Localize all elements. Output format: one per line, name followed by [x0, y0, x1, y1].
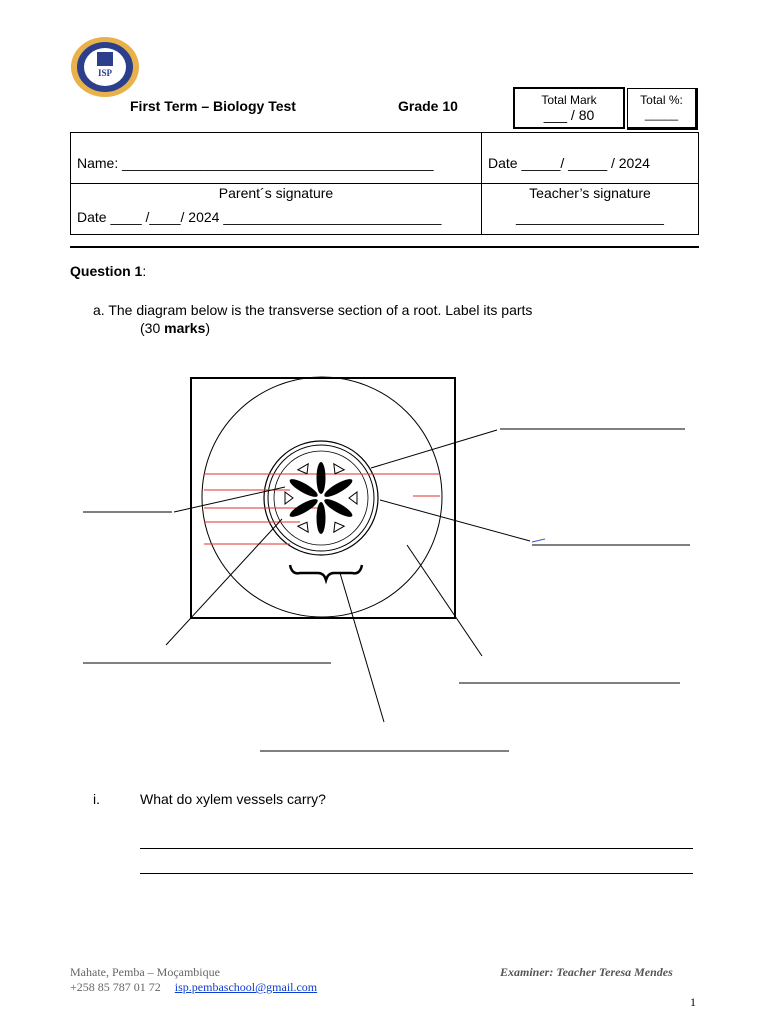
footer-email-link[interactable]: isp.pembaschool@gmail.com	[174, 980, 318, 994]
parent-date-field[interactable]: Date ____ /____/ 2024 ____________________________	[77, 209, 442, 225]
test-title: First Term – Biology Test	[130, 98, 296, 114]
student-info-table	[70, 132, 699, 235]
teacher-signature-label: Teacher’s signature	[529, 185, 651, 201]
endodermis-outer	[264, 441, 378, 555]
parent-signature-cell	[71, 184, 482, 235]
total-mark-label: Total Mark	[541, 93, 597, 107]
date-field[interactable]: Date _____/ _____ / 2024	[482, 133, 699, 184]
xylem-arms	[288, 462, 355, 534]
total-mark-value[interactable]: ___ / 80	[543, 107, 595, 123]
question-1a-marks: (30 marks)	[140, 320, 211, 336]
blue-mark	[532, 539, 545, 542]
label-blanks	[83, 429, 690, 751]
root-cross-section-diagram	[0, 360, 768, 760]
total-mark-box	[513, 87, 625, 129]
page-number: 1	[690, 995, 696, 1009]
question-1i-text: What do xylem vessels carry?	[140, 791, 326, 807]
footer-address: Mahate, Pemba – Moçambique	[70, 965, 220, 979]
total-percent-value[interactable]: _____	[644, 107, 679, 121]
name-field[interactable]: Name: ________________________________________	[71, 133, 482, 184]
teacher-signature-cell	[482, 184, 699, 235]
question-1-heading: Question 1:	[70, 263, 147, 279]
total-percent-label: Total %:	[640, 93, 683, 107]
teacher-signature-line[interactable]: ___________________	[516, 209, 664, 225]
logo-text: ISP	[97, 68, 113, 78]
brace-mark	[290, 565, 362, 580]
question-1a-text: a. The diagram below is the transverse section of a root. Label its parts	[93, 302, 533, 318]
diagram-frame	[191, 378, 455, 618]
footer-phone: +258 85 787 01 72	[70, 980, 161, 994]
answer-line-1[interactable]	[140, 848, 693, 849]
header-divider	[70, 246, 699, 248]
school-logo	[70, 36, 140, 98]
grade-label: Grade 10	[398, 98, 458, 114]
endodermis-inner	[268, 445, 374, 551]
answer-line-2[interactable]	[140, 873, 693, 874]
examiner-label: Examiner: Teacher Teresa Mendes	[500, 965, 673, 979]
epidermis-circle	[202, 377, 442, 617]
question-1i-number: i.	[93, 791, 100, 807]
parent-signature-label: Parent´s signature	[218, 185, 334, 201]
footer-contact	[70, 980, 317, 995]
total-percent-box	[627, 88, 698, 130]
